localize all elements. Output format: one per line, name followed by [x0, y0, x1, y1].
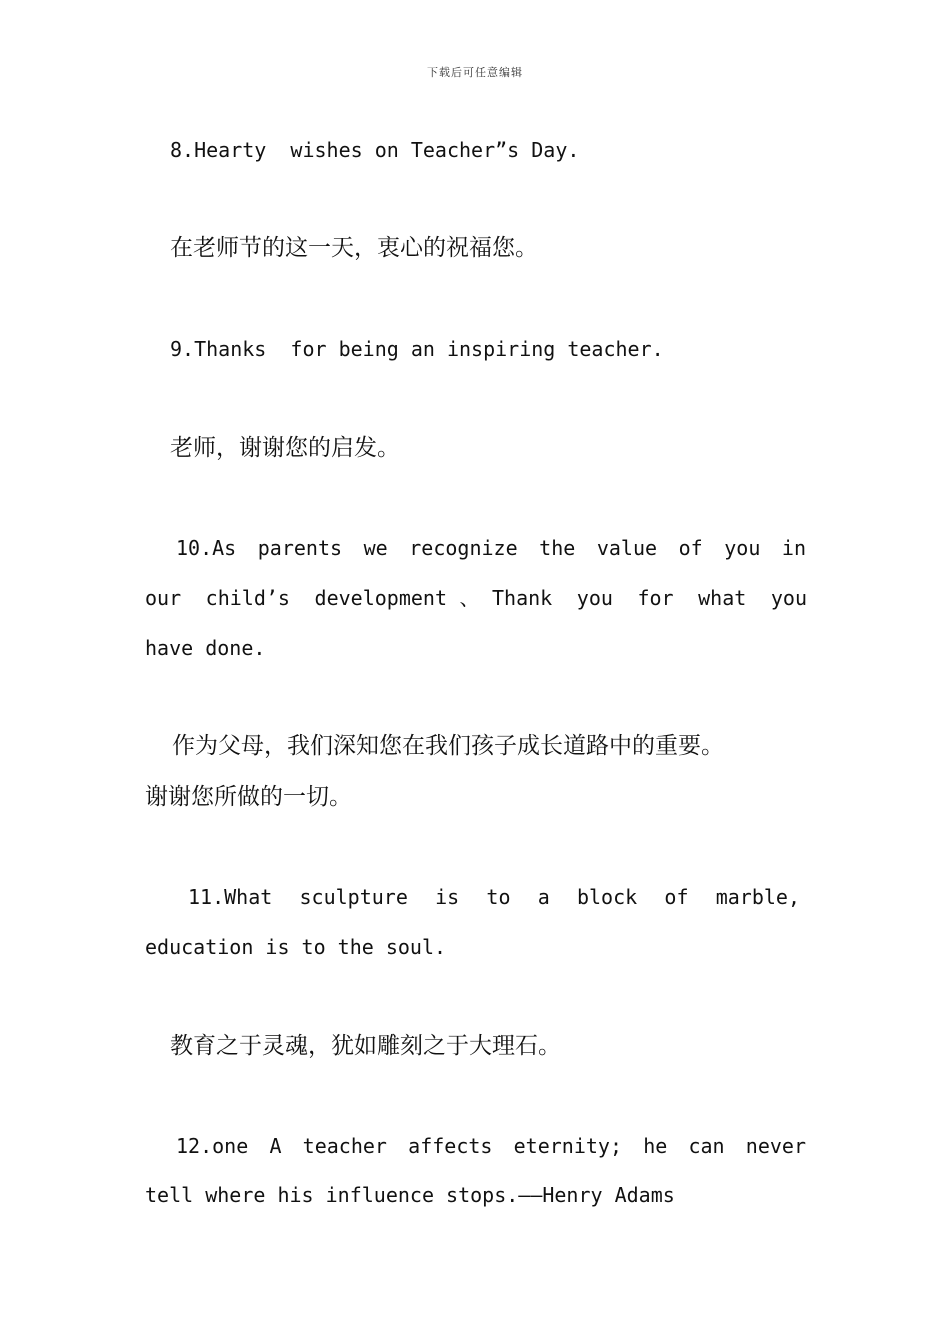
item-9-english: 9.Thanks for being an inspiring teacher. — [170, 337, 664, 361]
item-10-english-line-1: 10.As parents we recognize the value of you in — [176, 536, 806, 560]
item-10-chinese-line-2: 谢谢您所做的一切。 — [145, 784, 352, 810]
item-9-chinese: 老师，谢谢您的启发。 — [170, 435, 400, 461]
item-11-chinese: 教育之于灵魂，犹如雕刻之于大理石。 — [170, 1033, 561, 1059]
item-11-english-line-2: education is to the soul. — [145, 935, 447, 959]
item-10-english-line-2: our child’s development、Thank you for what you — [145, 586, 807, 610]
item-12-english-line-2: tell where his influence stops.——Henry Adams — [145, 1183, 675, 1207]
item-8-english: 8.Hearty wishes on Teacher”s Day. — [170, 138, 580, 162]
item-8-chinese: 在老师节的这一天，衷心的祝福您。 — [170, 235, 538, 261]
item-12-english-line-1: 12.one A teacher affects eternity; he can never — [176, 1134, 806, 1158]
item-11-english-line-1: 11.What sculpture is to a block of marble, — [188, 885, 800, 909]
page-header: 下载后可任意编辑 — [427, 66, 523, 79]
item-10-english-line-3: have done. — [145, 636, 266, 660]
item-10-chinese-line-1: 作为父母，我们深知您在我们孩子成长道路中的重要。 — [172, 733, 724, 759]
